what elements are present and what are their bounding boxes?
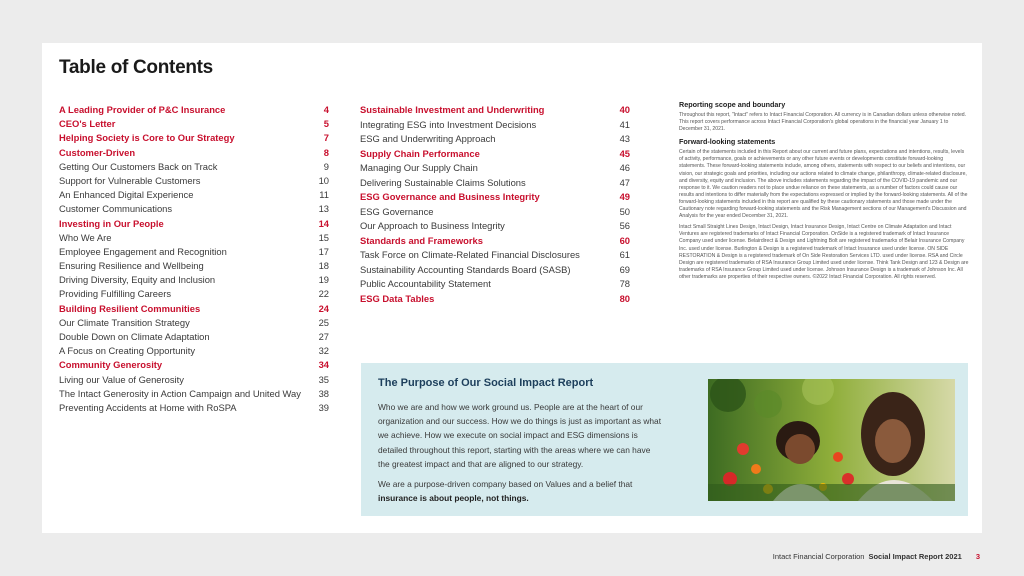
toc-section-heading[interactable] (360, 293, 630, 308)
toc-entry-page: 56 (619, 220, 630, 231)
toc-entry-page: 39 (318, 401, 329, 413)
toc-entry-label: Sustainable Investment and Underwriting (360, 104, 545, 115)
toc-entry[interactable] (59, 232, 329, 246)
toc-section-heading[interactable] (360, 235, 630, 250)
toc-entry-page: 32 (318, 345, 329, 357)
toc-entry[interactable] (360, 206, 630, 221)
toc-entry-label: Customer-Driven (59, 146, 136, 158)
toc-entry-page: 40 (619, 104, 630, 115)
toc-entry[interactable] (360, 249, 630, 264)
toc-entry[interactable] (360, 162, 630, 177)
toc-entry-page: 78 (619, 278, 630, 289)
toc-entry-label: Helping Society is Core to Our Strategy (59, 132, 235, 144)
toc-entry-label: ESG Governance and Business Integrity (360, 191, 540, 202)
report-page (42, 43, 982, 533)
toc-entry-page: 47 (619, 176, 630, 188)
toc-entry-label: Investing in Our People (59, 217, 164, 229)
toc-entry-page: 24 (318, 302, 329, 314)
toc-entry-page: 38 (318, 387, 329, 399)
toc-entry-page: 11 (319, 189, 329, 201)
toc-entry-page: 8 (323, 146, 329, 158)
toc-entry-label: Ensuring Resilience and Wellbeing (59, 260, 204, 272)
toc-entry-label: Our Climate Transition Strategy (59, 316, 190, 328)
toc-entry-page: 69 (619, 263, 630, 275)
toc-entry[interactable] (59, 402, 329, 416)
purpose-paragraph-2 (378, 477, 663, 505)
page-number: 3 (975, 552, 980, 561)
toc-entry-label: Public Accountability Statement (360, 278, 491, 289)
toc-entry[interactable] (360, 264, 630, 279)
toc-entry-page: 13 (318, 203, 329, 215)
toc-section-heading[interactable] (360, 104, 630, 119)
toc-column-right (360, 104, 630, 307)
toc-entry[interactable] (59, 175, 329, 189)
toc-entry-label: Supply Chain Performance (360, 147, 480, 159)
toc-entry-page: 22 (318, 288, 329, 300)
toc-entry-label: Getting Our Customers Back on Track (59, 160, 218, 172)
toc-entry-page: 10 (318, 174, 329, 186)
toc-section-heading[interactable] (360, 148, 630, 163)
toc-entry-label: Customer Communications (59, 203, 173, 215)
purpose-tagline: insurance is about people, not things. (378, 493, 529, 504)
disclaimer-column (679, 100, 969, 285)
toc-entry[interactable] (59, 374, 329, 388)
toc-entry-page: 7 (323, 132, 329, 144)
page-title: Table of Contents (59, 57, 213, 78)
toc-entry-page: 17 (318, 245, 329, 257)
toc-section-heading[interactable] (59, 104, 329, 118)
toc-entry[interactable] (59, 274, 329, 288)
toc-section-heading[interactable] (59, 132, 329, 146)
toc-entry-page: 15 (318, 231, 329, 243)
toc-entry[interactable] (59, 189, 329, 203)
toc-entry-page: 27 (318, 331, 329, 342)
purpose-panel (361, 363, 968, 516)
toc-entry-label: Building Resilient Communities (59, 302, 201, 314)
mother-child-garden-photo (708, 379, 955, 501)
toc-entry-label: Double Down on Climate Adaptation (59, 331, 210, 342)
toc-entry-label: Driving Diversity, Equity and Inclusion (59, 274, 216, 286)
toc-entry[interactable] (59, 317, 329, 331)
toc-entry[interactable] (59, 203, 329, 217)
toc-entry-page: 35 (318, 373, 329, 385)
toc-entry[interactable] (360, 177, 630, 192)
toc-entry[interactable] (360, 278, 630, 293)
toc-entry-label: ESG Data Tables (360, 292, 435, 304)
toc-entry-label: Support for Vulnerable Customers (59, 174, 201, 186)
toc-entry-label: Employee Engagement and Recognition (59, 245, 227, 257)
scope-text: Throughout this report, "Intact" refers to Intact Financial Corporation. All currency is in Canadian dollars unless otherwise noted. This report covers performance across Intact Financial Corporation's global operations in the financial year January 1 to December 31, 2021. (679, 112, 967, 133)
toc-entry-page: 4 (323, 104, 329, 115)
toc-entry-label: Integrating ESG into Investment Decisions (360, 118, 537, 130)
toc-entry-label: Our Approach to Business Integrity (360, 220, 505, 231)
toc-entry-label: Preventing Accidents at Home with RoSPA (59, 401, 237, 413)
toc-entry-page: 46 (619, 162, 630, 173)
toc-entry[interactable] (59, 331, 329, 345)
toc-entry-page: 5 (323, 118, 329, 130)
toc-entry[interactable] (59, 345, 329, 359)
toc-entry-page: 43 (619, 133, 630, 144)
toc-entry-page: 50 (619, 205, 630, 217)
toc-entry-page: 80 (619, 292, 630, 304)
scope-heading: Reporting scope and boundary (679, 100, 786, 109)
toc-entry-page: 14 (318, 217, 329, 229)
toc-section-heading[interactable] (360, 191, 630, 206)
toc-entry-page: 34 (318, 359, 329, 371)
toc-entry-page: 49 (619, 191, 630, 202)
toc-entry-page: 25 (318, 316, 329, 328)
page-footer (773, 552, 980, 561)
toc-section-heading[interactable] (59, 218, 329, 232)
toc-entry-label: Delivering Sustainable Claims Solutions (360, 176, 526, 188)
toc-entry-label: An Enhanced Digital Experience (59, 189, 194, 201)
toc-entry-page: 41 (619, 118, 630, 130)
forward-looking-text: Certain of the statements included in this Report about our current and future plans, expectations and intentions, results, levels of activity, performance, goals or achievements or any other future events or developments constitute forward-looking statements. These forward-looking statements include, among others, statements with respect to our beliefs and intentions, our vision, our strategic goals and priorities, including our actions related to climate change, philanthropy, climate-related disclosure, and diversity, equity and inclusion. The above includes statements regarding the impact of the COVID-19 pandemic and our response to it. We caution readers not to place undue reliance on these statements, as a number of factors could cause our results and intentions to differ materially from the expectations expressed or implied by the forward-looking statements. All of the forward-looking statements included in this report are qualified by these cautionary statements and those made under the Cautionary note regarding forward-looking statements and the Risk Management sections of our Management's Discussion and Analysis for the year ended December 31, 2021. (679, 149, 968, 220)
toc-entry[interactable] (360, 119, 630, 134)
toc-entry-label: Community Generosity (59, 359, 163, 371)
purpose-body (378, 400, 663, 511)
toc-section-heading[interactable] (59, 359, 329, 373)
toc-entry[interactable] (360, 220, 630, 235)
toc-entry[interactable] (59, 388, 329, 402)
footer-company: Intact Financial Corporation (772, 552, 865, 561)
toc-entry-label: ESG and Underwriting Approach (360, 133, 496, 144)
toc-entry-page: 61 (619, 249, 630, 260)
toc-entry[interactable] (59, 246, 329, 260)
toc-entry-page: 19 (318, 274, 329, 286)
toc-column-left (59, 104, 329, 416)
toc-section-heading[interactable] (59, 147, 329, 161)
forward-looking-heading: Forward-looking statements (679, 137, 776, 147)
footer-report-name: Social Impact Report 2021 (868, 552, 962, 561)
toc-entry-page: 60 (619, 234, 630, 246)
toc-entry-label: Living our Value of Generosity (59, 373, 184, 385)
toc-entry-page: 9 (323, 160, 329, 172)
toc-entry-label: Standards and Frameworks (360, 234, 483, 246)
toc-entry[interactable] (59, 260, 329, 274)
toc-entry[interactable] (59, 161, 329, 175)
toc-section-heading[interactable] (59, 303, 329, 317)
toc-entry-label: CEO's Letter (59, 118, 116, 130)
toc-entry-label: Providing Fulfilling Careers (59, 288, 172, 300)
purpose-heading: The Purpose of Our Social Impact Report (378, 377, 594, 389)
toc-entry-label: Managing Our Supply Chain (360, 162, 478, 173)
trademark-text: Intact Small Straight Lines Design, Intact Design, Intact Insurance Design, Intact Centre on Climate Adaptation and Intact Ventures are registered trademarks of Intact Financial Corporation. OnSide is a registered trademark of Intact Insurance Company used under license. Belairdirect & Design and Lightning Bolt are registered trademarks of Belair Insurance Company Inc. used under license. Burlington & Design is a registered trademark of Intact Insurance used under license. ON SIDE RESTORATION & Design is a registered trademark of On Side Restoration Services LTD. used under license. RSA and Circle Design are registered trademarks of RSA Insurance Group Limited used under license. Think Tank Design and 123 & Design are trademarks of RSA Insurance Group Limited used under license. Johnson Insurance Design is a trademark of Johnson Inc. All other trademarks are properties of their respective owners. ©2022 Intact Financial Corporation. All rights reserved. (679, 224, 969, 280)
toc-entry-label: A Focus on Creating Opportunity (59, 345, 196, 357)
toc-entry-label: ESG Governance (360, 205, 434, 217)
toc-entry-page: 18 (318, 260, 329, 272)
toc-entry-label: Task Force on Climate-Related Financial Disclosures (360, 249, 580, 260)
photo-illustration (708, 379, 955, 501)
toc-entry-label: A Leading Provider of P&C Insurance (59, 104, 226, 115)
toc-entry-page: 45 (619, 147, 630, 159)
toc-entry-label: Who We Are (59, 231, 112, 243)
purpose-paragraph-1: Who we are and how we work ground us. People are at the heart of our organization and our success. How we do things is just as important as what we achieve. How we execute on social impact and ESG dimensions is detailed throughout this report, starting with the areas where we can have the greatest impact and that are aligned to our strategy. (378, 402, 662, 469)
purpose-paragraph-2-lead: We are a purpose-driven company based on Values and a belief that (378, 479, 633, 490)
toc-entry-label: Sustainability Accounting Standards Board (SASB) (360, 263, 571, 275)
toc-entry[interactable] (59, 288, 329, 302)
toc-entry[interactable] (360, 133, 630, 148)
toc-section-heading[interactable] (59, 118, 329, 132)
toc-entry-label: The Intact Generosity in Action Campaign and United Way (59, 387, 301, 399)
